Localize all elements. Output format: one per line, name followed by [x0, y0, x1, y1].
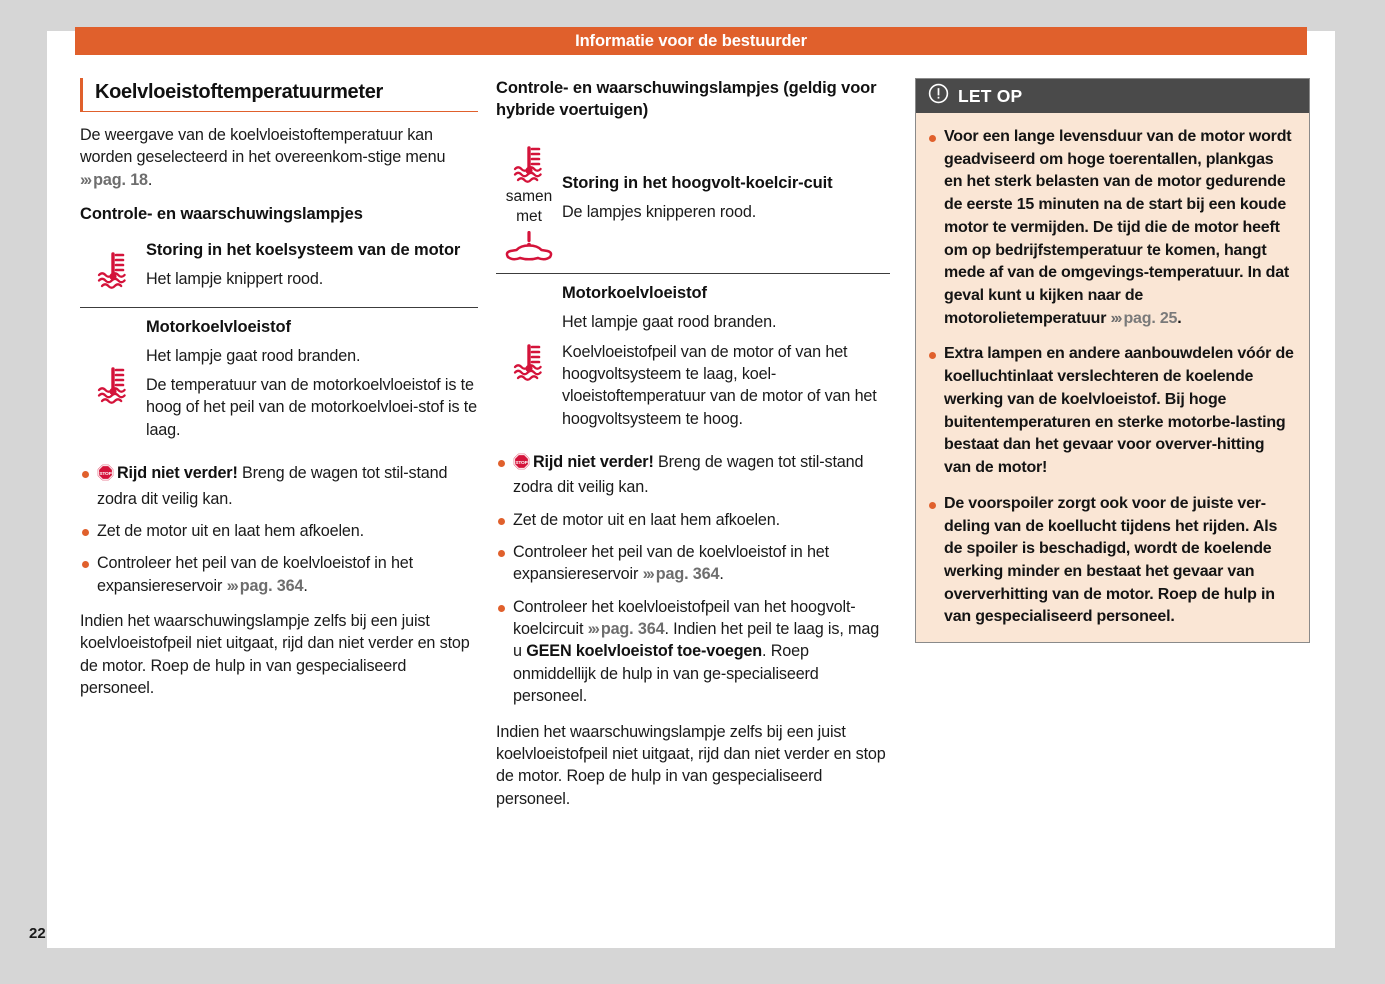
- page-reference-364-left-label: pag. 364: [239, 576, 304, 595]
- bullet-strong-no-coolant: GEEN koelvloeistof toe-voegen: [526, 642, 763, 661]
- coolant-temperature-warning-icon: [496, 338, 562, 382]
- chevron-right-icon: ›››: [587, 620, 598, 639]
- bullet-text-left-3: Controleer het peil van de koelvloeistof in het expansiereservoir: [97, 554, 413, 595]
- lamps-heading-left: Controle- en waarschuwingslampjes: [80, 205, 363, 224]
- page-number: 22: [29, 925, 46, 942]
- lamp-desc-hv-cooling-circuit-fault: De lampjes knipperen rood.: [562, 202, 757, 221]
- page-reference-364-middle-a-label: pag. 364: [655, 565, 720, 584]
- divider: [80, 307, 478, 308]
- dual-icon-group: [496, 140, 562, 264]
- bullet-tail-middle-4: . Roep onmiddellijk de hulp in van ge-specialiseerd personeel.: [513, 642, 819, 706]
- intro-text: De weergave van de koelvloeistoftemperatuur kan worden geselecteerd in het overeenkom-stige menu: [80, 126, 446, 167]
- note-bullet-1-tail: .: [1177, 309, 1182, 327]
- bullet-turn-off-engine-left: Zet de motor uit en laat hem afkoelen.: [80, 520, 478, 542]
- bullet-tail-left-3: .: [303, 576, 308, 595]
- chevron-right-icon: ›››: [1110, 309, 1121, 327]
- lamp-desc-engine-coolant-hybrid-2: Koelvloeistofpeil van de motor of van het hoogvoltsysteem te laag, koel-vloeistoftemperatuur van de motor of van het hoogvoltsysteem te hoog.: [562, 342, 877, 428]
- note-bullet-1-text: Voor een lange levensduur van de motor wordt geadviseerd om hoge toerentallen, plankgas en het sterk belasten van de motor gedurende de eerste 15 minuten na de start bij een koude motor te vermijden. De tijd die de motor heeft om op bedrijfstemperatuur te komen, hangt mede af van de omgevings-temperatuur. In dat geval kunt u kijken naar de motorolietemperatuur: [944, 128, 1292, 327]
- note-bullet-engine-lifespan: [928, 126, 1295, 330]
- lamp-title-coolant-system-fault: Storing in het koelsysteem van de motor: [146, 240, 461, 259]
- lamp-desc-engine-coolant-2: De temperatuur van de motorkoelvloeistof is te hoog of het peil van de motorkoelvloei-stof is te laag.: [146, 376, 477, 439]
- section-title: Koelvloeistoftemperatuurmeter: [80, 78, 478, 112]
- connector-label-line2: met: [516, 208, 542, 226]
- page-reference-25[interactable]: [1111, 310, 1178, 327]
- bullet-check-hv-coolant-middle: [496, 596, 890, 708]
- coolant-temperature-warning-icon: [80, 361, 146, 405]
- bullet-turn-off-engine-middle: Zet de motor uit en laat hem afkoelen.: [496, 509, 890, 531]
- page-reference-364-middle-b-label: pag. 364: [600, 620, 665, 639]
- stop-sign-icon: [97, 464, 114, 487]
- svg-text:STOP: STOP: [99, 471, 112, 477]
- exclamation-circle-icon: [928, 83, 949, 109]
- page-reference-364-middle-b[interactable]: [588, 620, 665, 638]
- lamp-desc-engine-coolant-1: Het lampje gaat rood branden.: [146, 346, 361, 365]
- column-middle: [496, 78, 890, 823]
- lamp-entry-hv-cooling-circuit-fault: [496, 140, 890, 264]
- lamp-desc-coolant-system-fault: Het lampje knippert rood.: [146, 269, 324, 288]
- page-reference-25-label: pag. 25: [1123, 309, 1178, 327]
- column-left: [80, 78, 478, 712]
- lamp-entry-engine-coolant-hybrid: [496, 283, 890, 437]
- note-box-let-op: [915, 78, 1310, 643]
- bullet-text-middle-1: Breng de wagen tot stil-stand zodra dit veilig kan.: [513, 452, 864, 497]
- lamp-desc-engine-coolant-hybrid-1: Het lampje gaat rood branden.: [562, 313, 777, 332]
- page-reference-18[interactable]: [80, 171, 148, 189]
- note-box-title: LET OP: [958, 85, 1023, 106]
- chevron-right-icon: ›››: [80, 170, 91, 189]
- note-box-header: [916, 79, 1309, 113]
- bullet-mid-middle-4: . Indien het peil te laag is, mag u: [513, 620, 880, 661]
- note-box-body: [916, 113, 1309, 642]
- lamps-heading-hybrid: Controle- en waarschuwingslampjes (geldig voor hybride voertuigen): [496, 79, 877, 119]
- svg-text:STOP: STOP: [515, 460, 528, 466]
- closing-paragraph-left: Indien het waarschuwingslampje zelfs bij een juist koelvloeistofpeil niet uitgaat, rijd dan niet verder en stop de motor. Roep de hulp in van gespecialiseerd personeel.: [80, 611, 470, 698]
- car-warning-icon: [503, 231, 555, 263]
- bullet-check-coolant-left: [80, 552, 478, 597]
- running-header-banner: [75, 27, 1307, 55]
- connector-label-line1: samen: [505, 187, 553, 205]
- bullet-text-middle-4: Controleer het koelvloeistofpeil van het hoogvolt-koelcircuit: [513, 597, 856, 639]
- page-reference-364-middle-a[interactable]: [643, 565, 720, 583]
- running-header-title: Informatie voor de bestuurder: [575, 32, 807, 50]
- chevron-right-icon: ›››: [226, 576, 237, 595]
- lamp-title-engine-coolant-hybrid: Motorkoelvloeistof: [562, 284, 707, 303]
- intro-tail: .: [147, 170, 153, 189]
- bullet-do-not-drive-on-middle: [496, 451, 890, 499]
- column-right: [915, 78, 1310, 643]
- bullet-tail-middle-3: .: [719, 565, 724, 584]
- lamp-entry-coolant-system-fault: [80, 240, 478, 297]
- note-bullet-front-spoiler: De voorspoiler zorgt ook voor de juiste ver-deling van de koellucht tijdens het rijden. Als de spoiler is beschadigd, wordt de koelende werking minder en bestaat het gevaar van oververhitting van de motor. Roep de hulp in van gespecialiseerd personeel.: [928, 493, 1295, 629]
- coolant-temperature-warning-icon: [80, 246, 146, 290]
- divider: [496, 273, 890, 274]
- bullet-check-coolant-middle: [496, 541, 890, 586]
- bullet-text-middle-3: Controleer het peil van de koelvloeistof in het expansiereservoir: [513, 543, 829, 584]
- note-bullet-extra-lamps: Extra lampen en andere aanbouwdelen vóór de koelluchtinlaat verslechteren de koelende werking van de koelvloeistof. Bij hoge buitentemperaturen en sterke motorbe-lasting bestaat dan het gevaar voor overver-hitting van de motor!: [928, 343, 1295, 479]
- connector-label: [506, 187, 553, 229]
- lamp-title-engine-coolant: Motorkoelvloeistof: [146, 317, 291, 336]
- lamp-title-hv-cooling-circuit-fault: Storing in het hoogvolt-koelcir-cuit: [562, 173, 833, 192]
- bullet-strong-middle: Rijd niet verder!: [533, 452, 654, 471]
- page-reference-18-label: pag. 18: [93, 170, 148, 189]
- stop-sign-icon: [513, 453, 530, 476]
- closing-paragraph-middle: Indien het waarschuwingslampje zelfs bij een juist koelvloeistofpeil niet uitgaat, rijd dan niet verder en stop de motor. Roep de hulp in van gespecialiseerd personeel.: [496, 722, 886, 808]
- lamp-entry-engine-coolant: [80, 317, 478, 448]
- intro-paragraph: [80, 124, 478, 191]
- page-reference-364-left[interactable]: [227, 577, 304, 595]
- bullet-do-not-drive-on-left: [80, 462, 478, 510]
- bullet-text-left-1: Breng de wagen tot stil-stand zodra dit veilig kan.: [97, 464, 448, 508]
- bullet-strong-left: Rijd niet verder!: [117, 464, 238, 483]
- chevron-right-icon: ›››: [642, 565, 653, 584]
- coolant-temperature-warning-icon: [506, 142, 552, 184]
